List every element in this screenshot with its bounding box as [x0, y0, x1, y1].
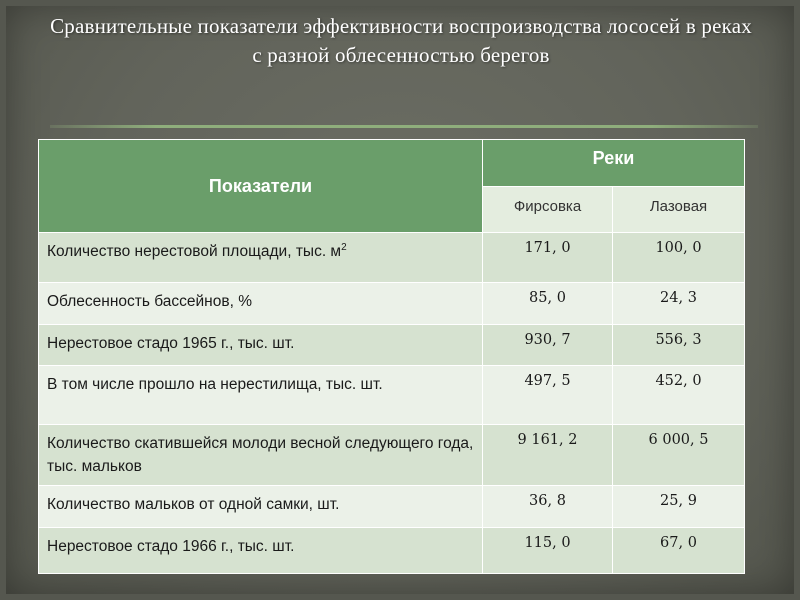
table-row [39, 425, 745, 485]
table-row [39, 283, 745, 325]
cell-firsovka: 497, 5 [483, 366, 613, 425]
row-label: Облесенность бассейнов, % [39, 283, 483, 325]
header-rivers: Реки [483, 140, 745, 187]
cell-lazovaya: 452, 0 [613, 366, 745, 425]
cell-firsovka: 930, 7 [483, 324, 613, 366]
cell-lazovaya: 24, 3 [613, 283, 745, 325]
header-river-firsovka: Фирсовка [483, 186, 613, 233]
header-river-lazovaya: Лазовая [613, 186, 745, 233]
table-row [39, 324, 745, 366]
cell-firsovka: 115, 0 [483, 528, 613, 574]
row-label: Нерестовое стадо 1966 г., тыс. шт. [39, 528, 483, 574]
row-label: Нерестовое стадо 1965 г., тыс. шт. [39, 324, 483, 366]
table-row [39, 233, 745, 283]
header-indicators: Показатели [39, 140, 483, 233]
row-label: Количество мальков от одной самки, шт. [39, 485, 483, 528]
cell-firsovka: 9 161, 2 [483, 425, 613, 485]
cell-firsovka: 85, 0 [483, 283, 613, 325]
table-row [39, 528, 745, 574]
cell-firsovka: 36, 8 [483, 485, 613, 528]
table-row [39, 485, 745, 528]
slide-title: Сравнительные показатели эффективности воспроизводства лососей в реках с разной облесенностью берегов [50, 14, 752, 67]
row-label: В том числе прошло на нерестилища, тыс. шт. [39, 366, 483, 425]
cell-lazovaya: 67, 0 [613, 528, 745, 574]
row-label [39, 233, 483, 283]
row-label: Количество скатившейся молоди весной следующего года, тыс. мальков [39, 425, 483, 485]
title-divider [50, 125, 758, 128]
row-label-superscript: 2 [341, 242, 347, 254]
row-label-text: Количество нерестовой площади, тыс. м [47, 243, 342, 261]
cell-lazovaya: 6 000, 5 [613, 425, 745, 485]
cell-lazovaya: 25, 9 [613, 485, 745, 528]
cell-lazovaya: 556, 3 [613, 324, 745, 366]
table-row [39, 366, 745, 425]
cell-lazovaya: 100, 0 [613, 233, 745, 283]
cell-firsovka: 171, 0 [483, 233, 613, 283]
comparison-table [38, 139, 745, 574]
